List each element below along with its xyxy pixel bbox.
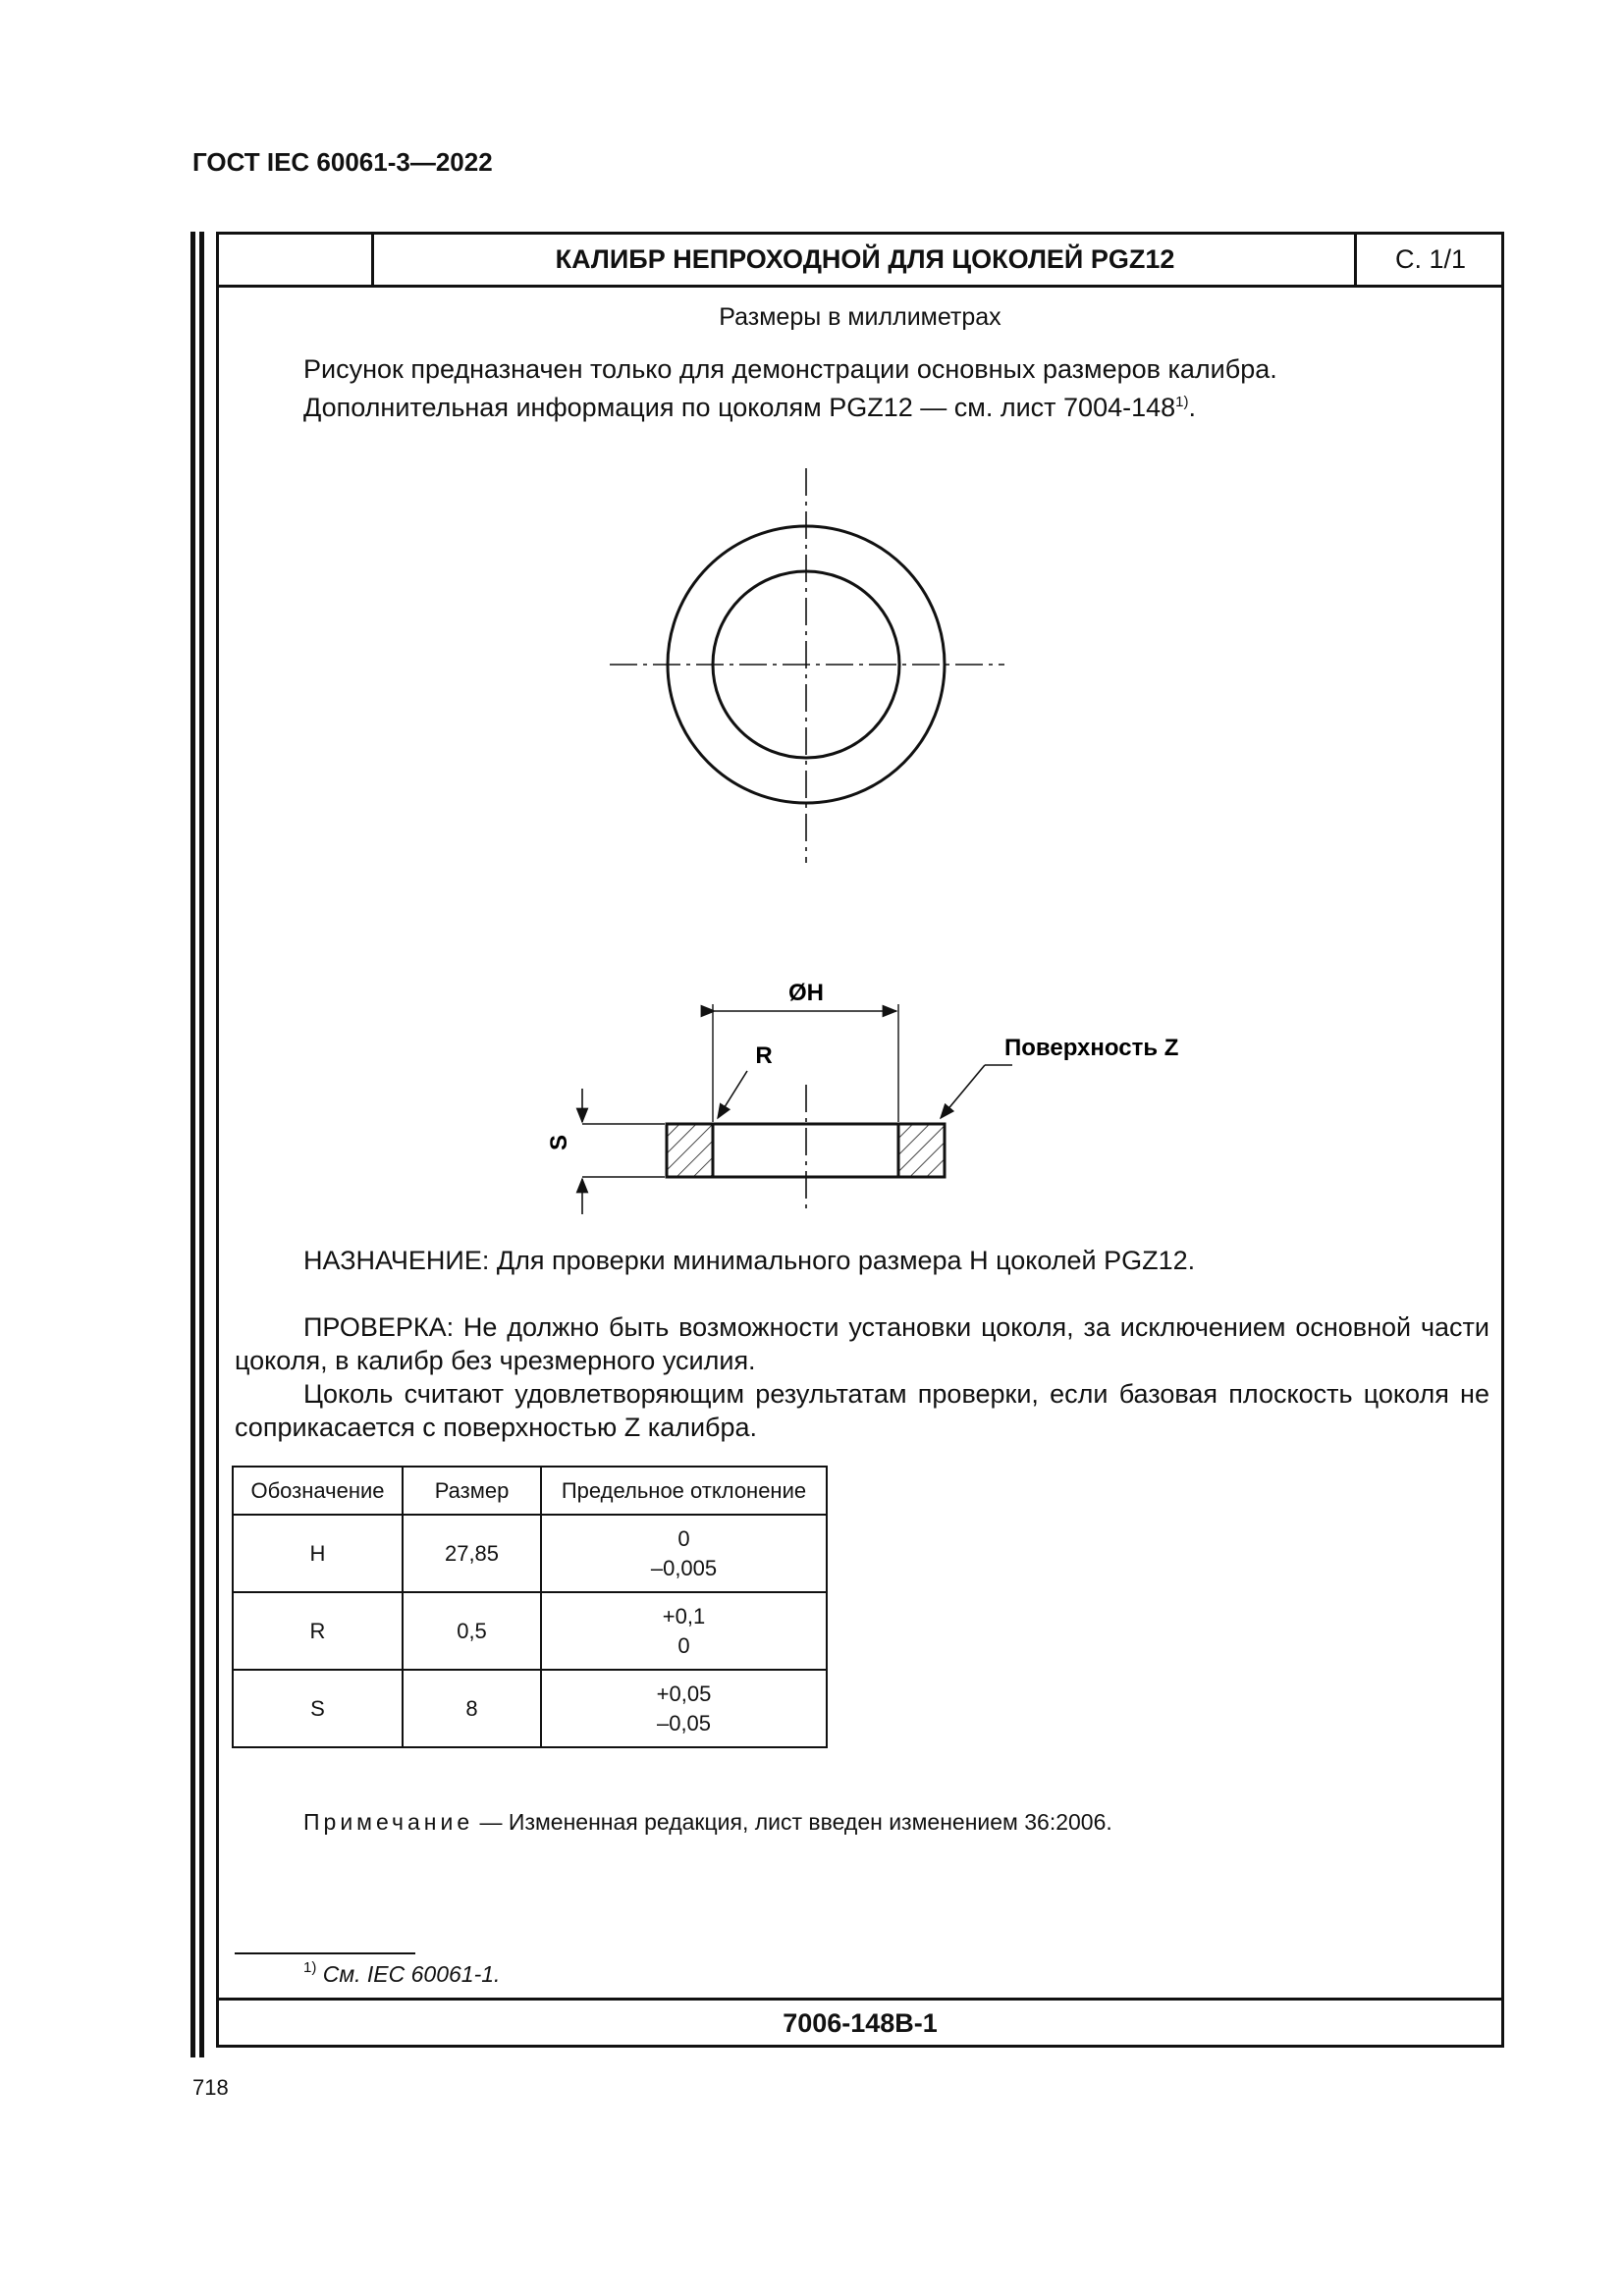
right-hatched-section	[898, 1124, 945, 1177]
binding-line	[199, 232, 204, 2057]
dimensions-table	[232, 1466, 828, 1748]
check-text-1: ПРОВЕРКА: Не должно быть возможности установки цоколя, за исключением основной части цоколя, в калибр без чрезмерного усилия.	[235, 1312, 1489, 1375]
footnote: $^{1)}$ См. IEC 60061-1.	[303, 1959, 501, 1987]
sheet-title: КАЛИБР НЕПРОХОДНОЙ ДЛЯ ЦОКОЛЕЙ PGZ12	[555, 244, 1175, 274]
note-label: Примечание	[303, 1809, 474, 1835]
intro-line-2: Дополнительная информация по цоколям PGZ12 — см. лист 7004-148$^{1)}$.	[303, 393, 1196, 422]
table-row	[233, 1592, 827, 1670]
radius-label: R	[755, 1042, 773, 1069]
section-view	[582, 1004, 1012, 1214]
units-caption: Размеры в миллиметрах	[719, 303, 1001, 331]
table-row	[233, 1670, 827, 1747]
cell-tolerance: +0,1 0	[541, 1592, 827, 1670]
cell-size: 8	[403, 1670, 541, 1747]
note	[303, 1809, 1112, 1836]
intro-line-1: Рисунок предназначен только для демонстрации основных размеров калибра.	[303, 354, 1277, 384]
header-size: Размер	[403, 1467, 541, 1515]
header-designation: Обозначение	[233, 1467, 403, 1515]
header-tolerance: Предельное отклонение	[541, 1467, 827, 1515]
check-text-2: Цоколь считают удовлетворяющим результатам проверки, если базовая плоскость цоколя не соприкасается с поверхностью Z калибра.	[235, 1379, 1489, 1442]
table-header-row	[233, 1467, 827, 1515]
footnote-rule	[235, 1952, 415, 1954]
thickness-label: S	[546, 1134, 572, 1151]
radius-leader	[718, 1071, 747, 1118]
sheet-code: 7006-148B-1	[219, 1998, 1501, 2045]
left-hatched-section	[667, 1124, 713, 1177]
binding-line	[190, 232, 195, 2057]
top-view	[610, 468, 1004, 863]
cell-symbol: R	[233, 1592, 403, 1670]
cell-size: 27,85	[403, 1515, 541, 1592]
cell-size: 0,5	[403, 1592, 541, 1670]
sheet-page-indicator: С. 1/1	[1354, 235, 1504, 285]
cell-tolerance: 0 –0,005	[541, 1515, 827, 1592]
table-row	[233, 1515, 827, 1592]
cell-symbol: H	[233, 1515, 403, 1592]
diameter-label: ØH	[788, 980, 824, 1006]
surface-z-label: Поверхность Z	[1004, 1035, 1179, 1061]
cell-tolerance: +0,05 –0,05	[541, 1670, 827, 1747]
sheet-frame	[216, 232, 1504, 2048]
gauge-drawing	[219, 235, 1501, 1265]
surface-leader	[941, 1065, 985, 1118]
document-code: ГОСТ IEC 60061-3—2022	[192, 147, 493, 177]
cell-symbol: S	[233, 1670, 403, 1747]
purpose-text: НАЗНАЧЕНИЕ: Для проверки минимального размера H цоколей PGZ12.	[303, 1246, 1196, 1275]
footnote-ref: 1)	[1175, 394, 1189, 410]
note-text: — Измененная редакция, лист введен изменением 36:2006.	[473, 1809, 1112, 1835]
page-number: 718	[192, 2075, 229, 2100]
